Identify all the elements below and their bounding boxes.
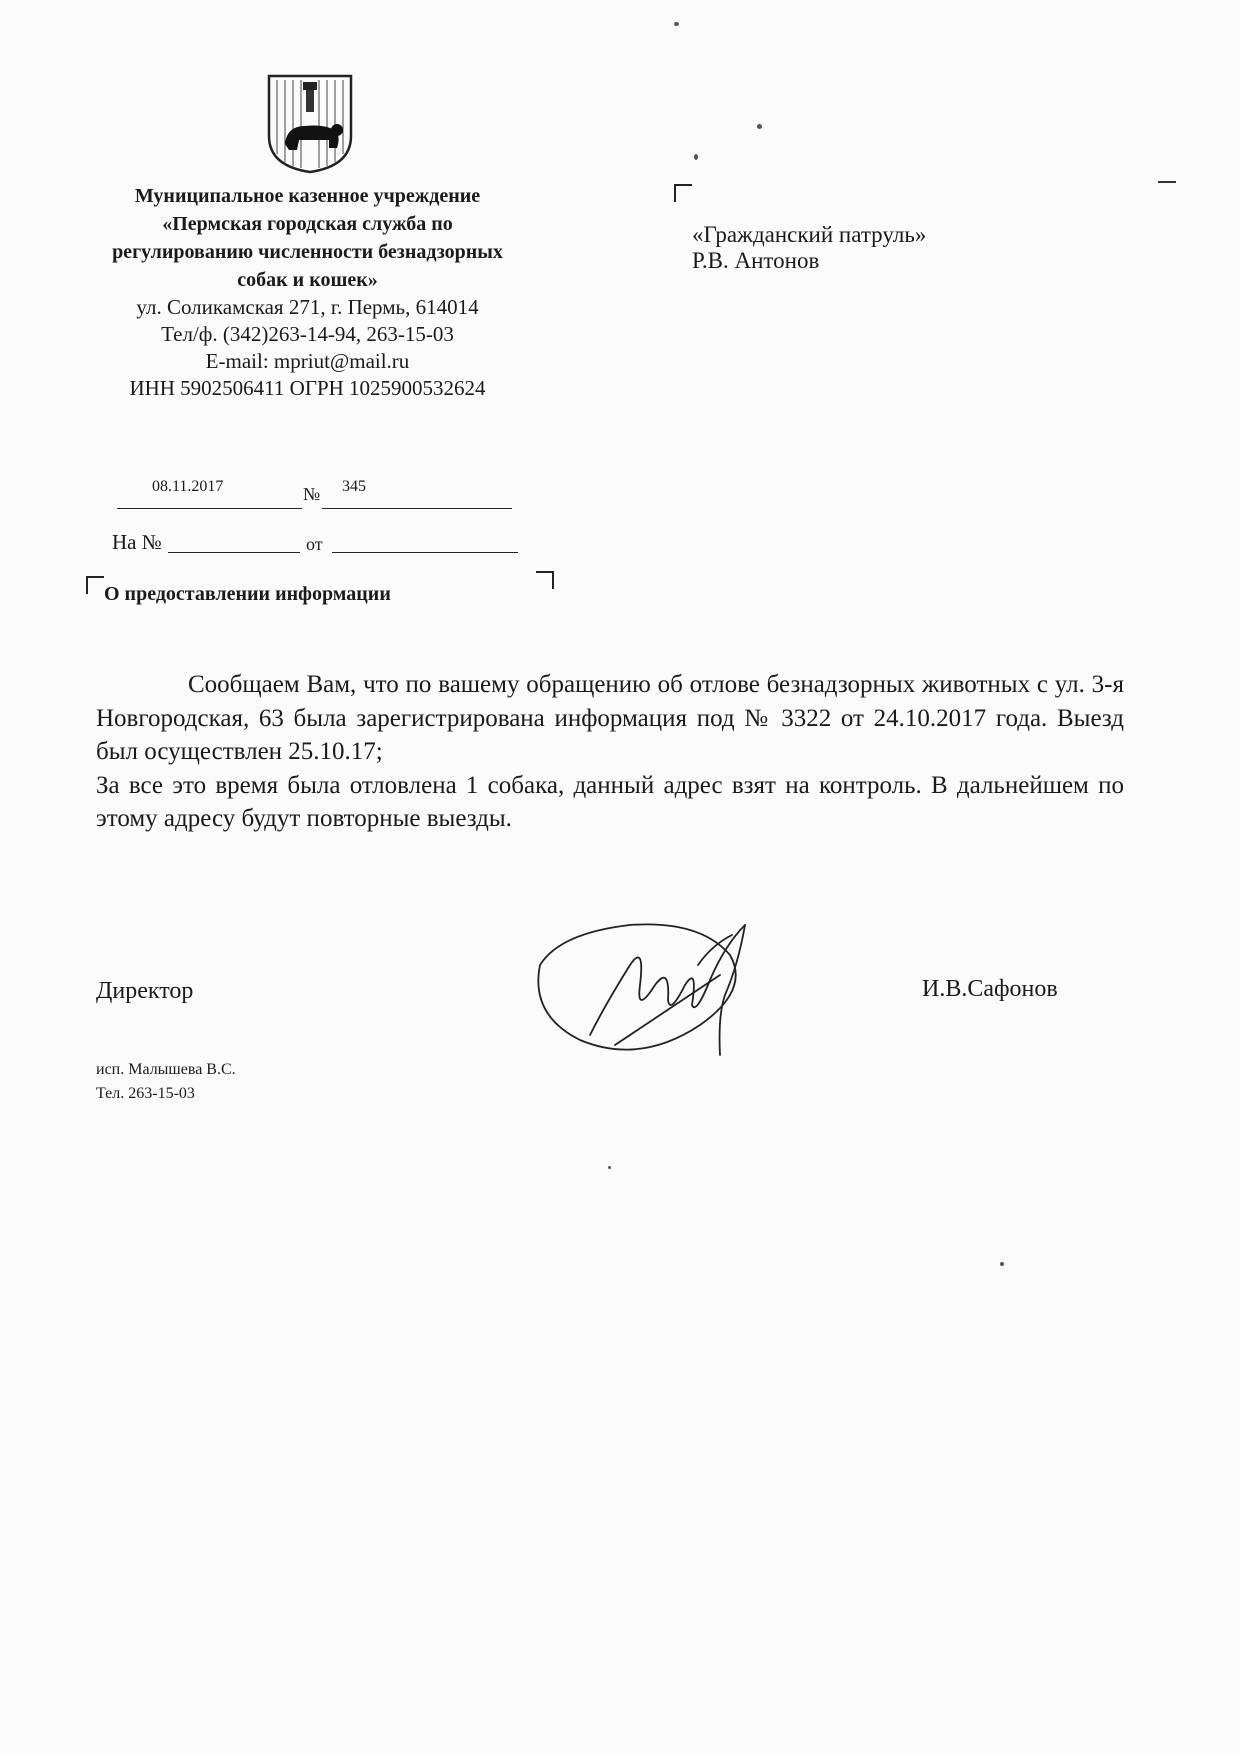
executor-name: исп. Малышева В.С. xyxy=(96,1061,236,1078)
scan-mark xyxy=(1158,181,1176,183)
scan-speck xyxy=(757,124,762,129)
scan-speck xyxy=(674,22,679,26)
org-name-line: собак и кошек» xyxy=(237,269,378,291)
reply-label: На № xyxy=(112,530,162,554)
org-address: ул. Соликамская 271, г. Пермь, 614014 xyxy=(136,295,479,319)
reply-date-underline xyxy=(332,552,518,553)
letter-body xyxy=(96,668,1124,836)
number-underline xyxy=(322,508,512,509)
body-paragraph: За все это время была отловлена 1 собака, данный адрес взят на контроль. В дальнейшем по этому адресу будут повторные выезды. xyxy=(96,771,1124,832)
subject-line: О предоставлении информации xyxy=(104,583,391,605)
reply-number-underline xyxy=(168,552,300,553)
signer-name: И.В.Сафонов xyxy=(922,976,1058,1002)
org-name-line: регулированию численности безнадзорных xyxy=(112,241,503,263)
number-label: № xyxy=(303,484,321,504)
subject-corner-right xyxy=(536,571,554,589)
org-name-line: Муниципальное казенное учреждение xyxy=(134,185,481,207)
addressee-org: «Гражданский патруль» xyxy=(692,222,927,247)
outgoing-date: 08.11.2017 xyxy=(152,478,224,495)
body-paragraph: Сообщаем Вам, что по вашему обращению об отлове безнадзорных животных с ул. 3-я Новгородская, 63 была зарегистрирована информация под № 3322 от 24.10.2017 года. Выезд был осуществлен 25.10.17; xyxy=(96,671,1124,765)
scan-speck xyxy=(1000,1262,1004,1266)
addressee-corner-mark xyxy=(674,184,692,202)
executor-phone: Тел. 263-15-03 xyxy=(96,1085,195,1102)
executor-block xyxy=(96,1058,236,1106)
addressee-block xyxy=(692,222,926,274)
org-name-line: «Пермская городская служба по xyxy=(162,213,453,235)
subject-corner-left xyxy=(86,576,104,594)
scan-speck xyxy=(694,154,698,160)
org-ids: ИНН 5902506411 ОГРН 1025900532624 xyxy=(129,376,486,400)
org-email: E-mail: mpriut@mail.ru xyxy=(205,349,410,373)
perm-coat-of-arms-icon xyxy=(265,74,355,174)
scan-speck xyxy=(608,1166,611,1169)
outgoing-number: 345 xyxy=(342,478,366,495)
signer-title: Директор xyxy=(96,978,194,1004)
org-phone: Тел/ф. (342)263-14-94, 263-15-03 xyxy=(161,322,454,346)
handwritten-signature-icon xyxy=(520,905,780,1080)
date-underline xyxy=(117,508,302,509)
letterhead xyxy=(55,182,560,402)
addressee-person: Р.В. Антонов xyxy=(692,248,820,273)
from-label: от xyxy=(306,534,323,554)
